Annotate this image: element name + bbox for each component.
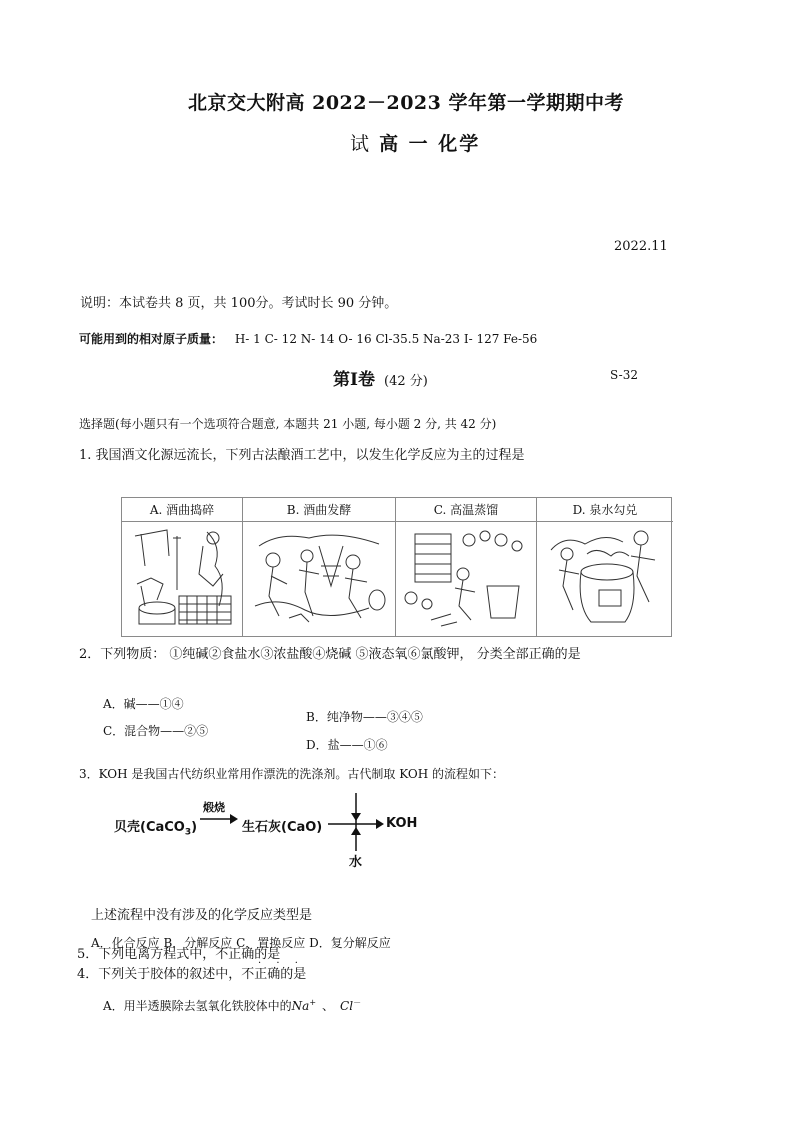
option-b-cell xyxy=(243,498,396,636)
question-4-stem: 4．下列关于胶体的叙述中，不正确的是 xyxy=(77,967,307,982)
option-d-cell xyxy=(537,498,673,636)
option-c-label: C. 高温蒸馏 xyxy=(396,498,536,522)
atomic-mass-label: 可能用到的相对原子质量： xyxy=(79,332,224,346)
flow-arrow-label: 煅烧 xyxy=(203,801,225,814)
blending-illustration-icon xyxy=(545,526,665,630)
water-addition-arrow-icon xyxy=(328,793,388,853)
question-3-flowchart xyxy=(114,793,434,873)
sodium-ion-charge: + xyxy=(309,998,317,1007)
chloride-ion-charge: － xyxy=(353,998,362,1007)
chloride-ion: Cl xyxy=(340,999,354,1013)
section-header xyxy=(333,365,428,390)
section-score: (42 分) xyxy=(384,374,428,389)
option-c-cell xyxy=(396,498,537,636)
option-d-label: D. 泉水勾兑 xyxy=(537,498,673,522)
flow-water: 水 xyxy=(349,855,363,870)
distillation-illustration-icon xyxy=(401,526,531,630)
extra-atomic-mass: S-32 xyxy=(610,368,638,382)
question-2-stem: 2．下列物质： ①纯碱②食盐水③浓盐酸④烧碱 ⑤液态氧⑥氯酸钾， 分类全部正确的是 xyxy=(79,647,581,662)
subtitle-main: 高 一 化学 xyxy=(379,133,481,155)
question-3-question: 上述流程中没有涉及的化学反应类型是 xyxy=(91,908,313,923)
section-title: 第Ⅰ卷 xyxy=(333,370,375,390)
sodium-ion: Na xyxy=(291,999,310,1013)
exam-date: 2022.11 xyxy=(614,239,668,254)
grinding-illustration-icon xyxy=(127,526,237,630)
question-2-option-a: A．碱——①④ xyxy=(103,697,184,711)
question-3-options: A．化合反应 B．分解反应 C．置换反应 D．复分解反应 xyxy=(91,936,391,950)
question-2-option-c: C．混合物——②⑤ xyxy=(103,724,209,738)
question-1-table xyxy=(121,497,672,637)
flow-lime: 生石灰(CaO) xyxy=(242,820,323,835)
exam-note: 说明：本试卷共 8 页，共 100分。考试时长 90 分钟。 xyxy=(80,296,398,311)
question-2-option-b: B．纯净物——③④⑤ xyxy=(306,710,423,724)
question-4-option-a-text: A．用半透膜除去氢氧化铁胶体中的 xyxy=(103,999,292,1013)
option-b-label: B. 酒曲发酵 xyxy=(243,498,395,522)
question-2-option-d: D．盐——①⑥ xyxy=(306,738,388,752)
atomic-mass-values: H- 1 C- 12 N- 14 O- 16 Cl-35.5 Na-23 I- 127 Fe-56 xyxy=(234,332,538,346)
ion-separator: 、 xyxy=(322,999,335,1013)
flow-shell: 贝壳(CaCO$_3$) xyxy=(114,820,198,838)
calcination-arrow-icon xyxy=(200,811,240,827)
emphasis-dots: · · · xyxy=(258,958,304,969)
fermentation-illustration-icon xyxy=(249,526,389,630)
atomic-mass-line xyxy=(79,330,537,347)
subtitle-prefix: 试 xyxy=(350,133,372,155)
option-a-label: A. 酒曲捣碎 xyxy=(122,498,242,522)
question-4-option-a xyxy=(103,997,361,1014)
exam-title: 北京交大附高 2022－2023 学年第一学期期中考 xyxy=(188,92,624,114)
question-1-stem: 1. 我国酒文化源远流长，下列古法酿酒工艺中，以发生化学反应为主的过程是 xyxy=(79,448,525,463)
question-3-stem: 3．KOH 是我国古代纺织业常用作漂洗的洗涤剂。古代制取 KOH 的流程如下： xyxy=(79,767,504,781)
option-a-cell xyxy=(122,498,243,636)
flow-product: KOH xyxy=(386,816,418,831)
question-5-stem: 5．下列电离方程式中，不正确的是 xyxy=(77,947,281,962)
exam-subtitle xyxy=(350,129,480,156)
section-description: 选择题(每小题只有一个选项符合题意, 本题共 21 小题, 每小题 2 分, 共 42 分) xyxy=(79,417,497,431)
